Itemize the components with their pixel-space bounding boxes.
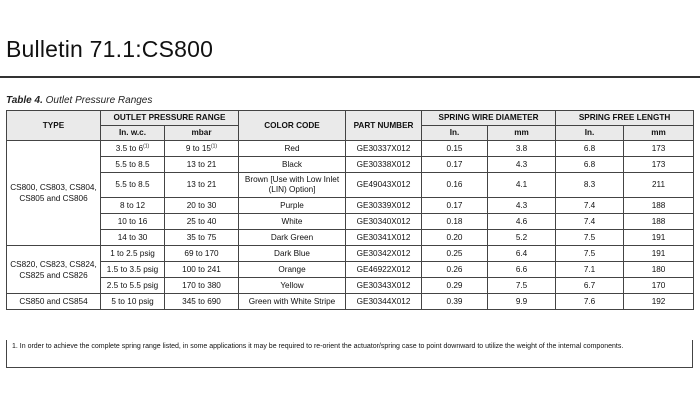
cell-wire-mm: 4.3 [488, 198, 556, 214]
cell-color: Yellow [239, 278, 346, 294]
cell-in-wc: 14 to 30 [101, 230, 165, 246]
header-spring-wire-diameter: SPRING WIRE DIAMETER [422, 111, 556, 126]
cell-wire-mm: 5.2 [488, 230, 556, 246]
cell-mbar: 100 to 241 [165, 262, 239, 278]
cell-mbar: 13 to 21 [165, 173, 239, 198]
cell-mbar: 25 to 40 [165, 214, 239, 230]
cell-length-mm: 191 [624, 230, 694, 246]
header-outlet-pressure-range: OUTLET PRESSURE RANGE [101, 111, 239, 126]
cell-length-mm: 211 [624, 173, 694, 198]
cell-length-in: 8.3 [556, 173, 624, 198]
cell-color: Black [239, 157, 346, 173]
cell-wire-in: 0.17 [422, 157, 488, 173]
cell-length-mm: 188 [624, 214, 694, 230]
cell-wire-mm: 3.8 [488, 141, 556, 157]
cell-color: Dark Blue [239, 246, 346, 262]
table-row [7, 246, 694, 262]
table-row [7, 262, 694, 278]
cell-in-wc: 2.5 to 5.5 psig [101, 278, 165, 294]
cell-part: GE46922X012 [346, 262, 422, 278]
cell-length-in: 6.8 [556, 157, 624, 173]
table-row [7, 141, 694, 157]
cell-color: Brown [Use with Low Inlet (LIN) Option] [239, 173, 346, 198]
cell-mbar: 35 to 75 [165, 230, 239, 246]
header-part-number: PART NUMBER [346, 111, 422, 141]
cell-length-mm: 188 [624, 198, 694, 214]
cell-mbar: 9 to 15$^{(1)}$ [165, 141, 239, 157]
cell-wire-in: 0.18 [422, 214, 488, 230]
cell-wire-mm: 4.3 [488, 157, 556, 173]
cell-part: GE30340X012 [346, 214, 422, 230]
header-color-code: COLOR CODE [239, 111, 346, 141]
cell-length-in: 7.4 [556, 214, 624, 230]
cell-part: GE30339X012 [346, 198, 422, 214]
title-rule [0, 76, 700, 78]
cell-in-wc: 5.5 to 8.5 [101, 157, 165, 173]
table-caption [6, 95, 152, 106]
cell-in-wc: 1 to 2.5 psig [101, 246, 165, 262]
header-length-in: In. [556, 126, 624, 141]
cell-part: GE30342X012 [346, 246, 422, 262]
cell-length-mm: 191 [624, 246, 694, 262]
cell-wire-in: 0.20 [422, 230, 488, 246]
cell-color: White [239, 214, 346, 230]
cell-length-mm: 170 [624, 278, 694, 294]
header-wire-mm: mm [488, 126, 556, 141]
footnote-marker: (1) [143, 142, 150, 149]
cell-mbar: 345 to 690 [165, 294, 239, 310]
header-length-mm: mm [624, 126, 694, 141]
outlet-pressure-table [6, 110, 694, 310]
cell-mbar: 13 to 21 [165, 157, 239, 173]
cell-wire-mm: 4.6 [488, 214, 556, 230]
cell-wire-in: 0.16 [422, 173, 488, 198]
cell-length-in: 6.7 [556, 278, 624, 294]
cell-in-wc: 5.5 to 8.5 [101, 173, 165, 198]
cell-in-wc: 5 to 10 psig [101, 294, 165, 310]
table-row [7, 157, 694, 173]
type-cell: CS820, CS823, CS824, CS825 and CS826 [7, 246, 101, 294]
bulletin-title: Bulletin 71.1:CS800 [6, 36, 214, 62]
table-footnote: 1. In order to achieve the complete spring range listed, in some applications it may be required to re-orient the actuator/spring case to point downward to utilize the weight of the internal components. [6, 340, 693, 368]
cell-in-wc: 10 to 16 [101, 214, 165, 230]
header-wire-in: In. [422, 126, 488, 141]
cell-length-in: 7.5 [556, 246, 624, 262]
cell-color: Red [239, 141, 346, 157]
table-row [7, 214, 694, 230]
cell-length-mm: 173 [624, 141, 694, 157]
cell-wire-mm: 4.1 [488, 173, 556, 198]
cell-part: GE30344X012 [346, 294, 422, 310]
cell-length-in: 7.6 [556, 294, 624, 310]
type-cell: CS800, CS803, CS804, CS805 and CS806 [7, 141, 101, 246]
table-row [7, 230, 694, 246]
footnote-marker: (1) [210, 142, 218, 149]
cell-length-mm: 192 [624, 294, 694, 310]
table-row [7, 198, 694, 214]
table-row [7, 278, 694, 294]
cell-wire-mm: 6.6 [488, 262, 556, 278]
cell-part: GE30341X012 [346, 230, 422, 246]
header-spring-free-length: SPRING FREE LENGTH [556, 111, 694, 126]
cell-wire-mm: 6.4 [488, 246, 556, 262]
cell-mbar: 170 to 380 [165, 278, 239, 294]
cell-length-in: 6.8 [556, 141, 624, 157]
cell-wire-in: 0.15 [422, 141, 488, 157]
cell-length-mm: 180 [624, 262, 694, 278]
cell-mbar: 69 to 170 [165, 246, 239, 262]
cell-part: GE49043X012 [346, 173, 422, 198]
header-mbar: mbar [165, 126, 239, 141]
cell-color: Green with White Stripe [239, 294, 346, 310]
cell-in-wc: 3.5 to 6$^{(1)}$ [101, 141, 165, 157]
cell-wire-in: 0.17 [422, 198, 488, 214]
cell-in-wc: 8 to 12 [101, 198, 165, 214]
header-in-wc: In. w.c. [101, 126, 165, 141]
cell-color: Dark Green [239, 230, 346, 246]
cell-part: GE30337X012 [346, 141, 422, 157]
cell-mbar: 20 to 30 [165, 198, 239, 214]
cell-length-in: 7.4 [556, 198, 624, 214]
cell-length-in: 7.5 [556, 230, 624, 246]
cell-wire-in: 0.26 [422, 262, 488, 278]
cell-length-mm: 173 [624, 157, 694, 173]
cell-length-in: 7.1 [556, 262, 624, 278]
cell-wire-mm: 7.5 [488, 278, 556, 294]
cell-color: Orange [239, 262, 346, 278]
cell-in-wc: 1.5 to 3.5 psig [101, 262, 165, 278]
table-caption-label: Table 4. [6, 95, 43, 106]
table-row [7, 173, 694, 198]
table-row [7, 294, 694, 310]
cell-wire-mm: 9.9 [488, 294, 556, 310]
cell-color: Purple [239, 198, 346, 214]
type-cell: CS850 and CS854 [7, 294, 101, 310]
table-caption-title: Outlet Pressure Ranges [42, 95, 153, 106]
header-type: TYPE [7, 111, 101, 141]
cell-wire-in: 0.29 [422, 278, 488, 294]
cell-part: GE30343X012 [346, 278, 422, 294]
cell-wire-in: 0.25 [422, 246, 488, 262]
cell-wire-in: 0.39 [422, 294, 488, 310]
cell-part: GE30338X012 [346, 157, 422, 173]
